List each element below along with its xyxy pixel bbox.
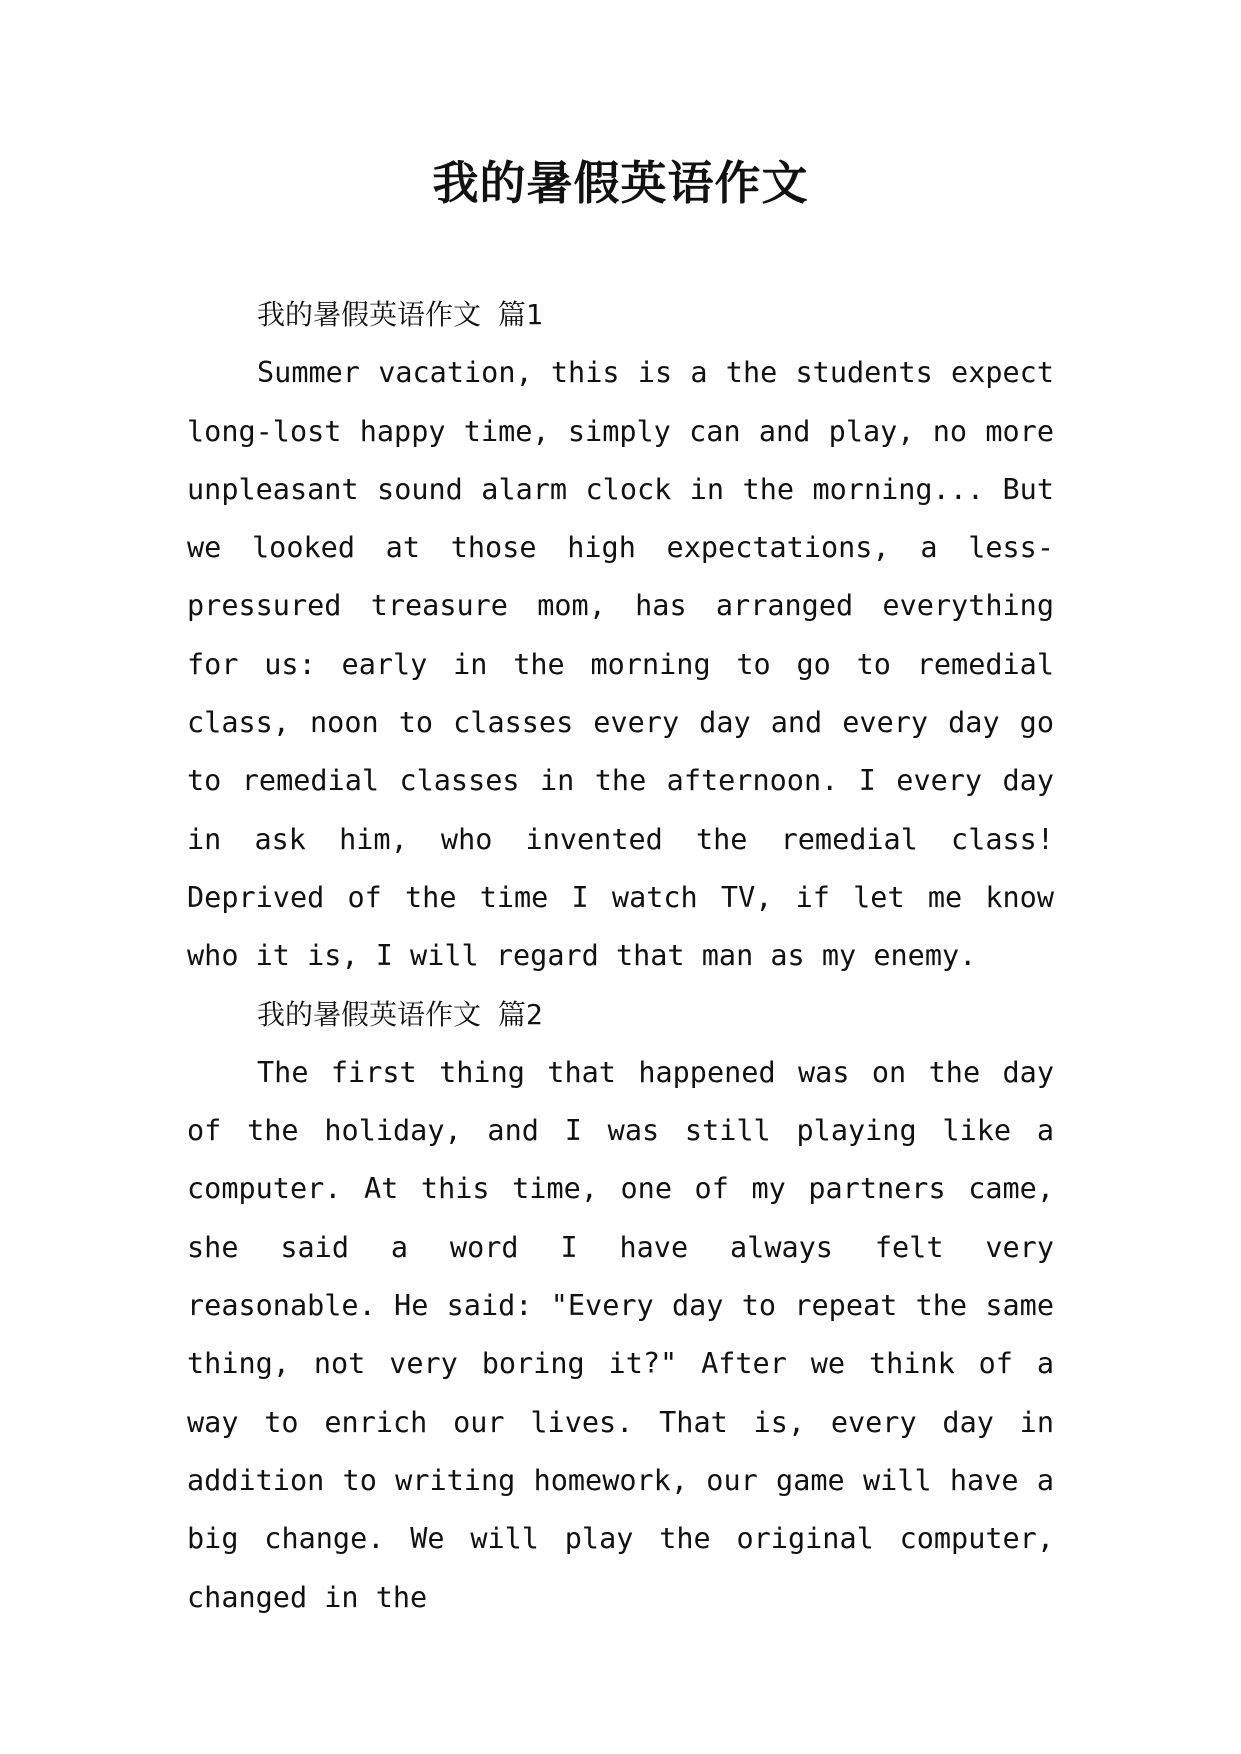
section-heading: 我的暑假英语作文 篇1 bbox=[257, 298, 543, 331]
document-title: 我的暑假英语作文 bbox=[432, 156, 809, 210]
section-2 bbox=[187, 986, 1054, 1627]
section-paragraph: The first thing that happened was on the day of the holiday, and I was still playing like a computer. At this time, one of my partners came, she said a word I have always felt very reasonable. He said: "Every day to repeat the same thing, not very boring it?" After we think of a way to enrich our lives. That is, every day in addition to writing homework, our game will have a big change. We will play the original computer, changed in the bbox=[187, 1055, 1054, 1614]
section-paragraph: Summer vacation, this is a the students expect long-lost happy time, simply can and play, no more unpleasant sound alarm clock in the morning... But we looked at those high expectations, a less-pressured treasure mom, has arranged everything for us: early in the morning to go to remedial class, noon to classes every day and every day go to remedial classes in the afternoon. I every day in ask him, who invented the remedial class! Deprived of the time I watch TV, if let me know who it is, I will regard that man as my enemy. bbox=[187, 356, 1054, 973]
section-1 bbox=[187, 286, 1054, 986]
section-heading: 我的暑假英语作文 篇2 bbox=[257, 997, 543, 1031]
document-body bbox=[187, 286, 1054, 1627]
